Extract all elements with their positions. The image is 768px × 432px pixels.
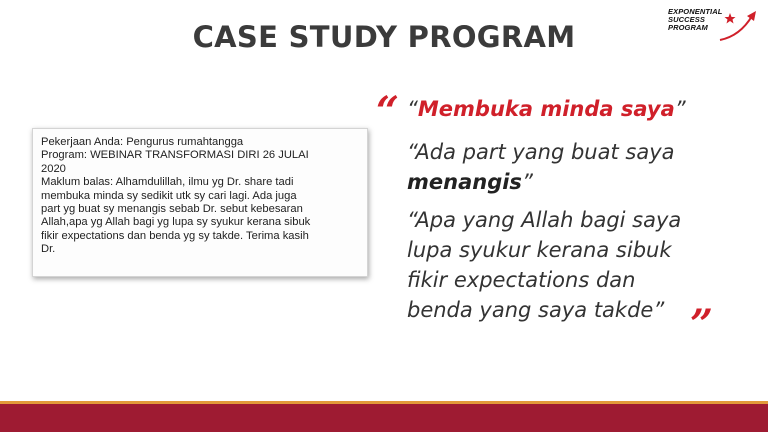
quote-1-close: ”	[674, 97, 686, 121]
feedback-line: fikir expectations dan benda yg sy takde. Terima kasih	[41, 229, 309, 242]
quote-2-highlight: menangis	[407, 170, 522, 194]
feedback-line: part yg buat sy menangis sebab Dr. sebut kebesaran	[41, 203, 303, 216]
quote-2-text: “Ada part yang buat saya	[407, 140, 675, 164]
open-quote-icon: “	[376, 88, 400, 135]
quote-1-highlight: Membuka minda saya	[417, 97, 675, 121]
quote-1-open: “	[407, 97, 418, 121]
quote-2-close: ”	[521, 170, 533, 194]
quote-3-line: lupa syukur kerana sibuk	[407, 238, 672, 262]
feedback-line: Pekerjaan Anda: Pengurus rumahtangga	[41, 136, 244, 148]
feedback-screenshot	[32, 128, 368, 277]
footer-bar	[0, 404, 768, 432]
exponential-success-logo	[668, 8, 760, 44]
feedback-line: Allah,apa yg Allah bagi yg lupa sy syukur kerana sibuk	[41, 216, 311, 229]
feedback-line: Program: WEBINAR TRANSFORMASI DIRI 26 JULAI	[41, 149, 309, 162]
logo-line-3: PROGRAM	[668, 23, 708, 33]
testimonial-quotes	[407, 94, 727, 325]
quote-3-line: fikir expectations dan	[407, 268, 636, 292]
logo-arrow-icon	[668, 8, 760, 44]
feedback-line: Maklum balas: Alhamdulillah, ilmu yg Dr. share tadi	[41, 176, 294, 189]
feedback-line: 2020	[41, 162, 66, 175]
quote-3-line: “Apa yang Allah bagi saya	[407, 208, 682, 232]
logo-line-2: SUCCESS	[668, 15, 705, 25]
close-quote-icon: ”	[690, 301, 714, 348]
logo-line-1: EXPONENTIAL	[668, 7, 723, 16]
quote-2	[407, 137, 727, 197]
feedback-line: Dr.	[41, 243, 56, 256]
feedback-line: membuka minda sy sedikit utk sy cari lagi. Ada juga	[41, 189, 297, 202]
quote-3	[407, 205, 727, 325]
quote-3-line: benda yang saya takde”	[407, 298, 665, 322]
slide-title: CASE STUDY PROGRAM	[192, 20, 576, 54]
quote-1	[407, 94, 727, 124]
